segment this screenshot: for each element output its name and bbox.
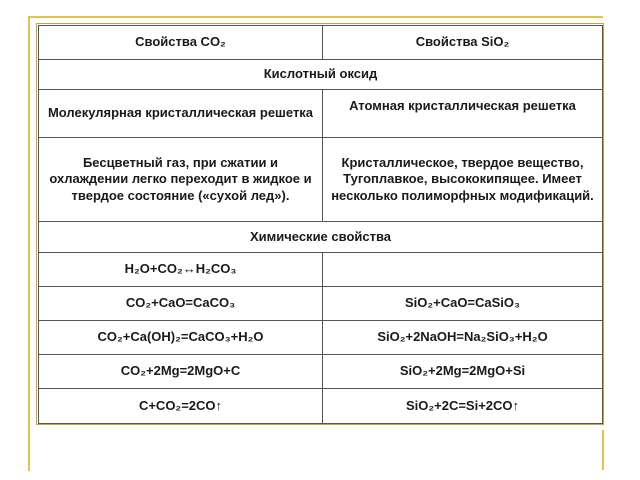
lattice-sio2: Атомная кристаллическая решетка [323, 90, 603, 138]
reaction-row [39, 321, 603, 355]
reaction-row [39, 287, 603, 321]
section-acid-oxide: Кислотный оксид [39, 60, 603, 90]
section-chemical: Химические свойства [39, 222, 603, 253]
decor-line-left [28, 16, 30, 471]
physical-row [39, 138, 603, 222]
reaction-sio2: SiO₂+2Mg=2MgO+Si [323, 355, 603, 389]
reaction-co2: CO₂+2Mg=2MgO+C [39, 355, 323, 389]
reaction-sio2 [323, 253, 603, 287]
decor-line-right [602, 430, 604, 470]
reaction-sio2: SiO₂+2NaOH=Na₂SiO₃+H₂O [323, 321, 603, 355]
lattice-row [39, 90, 603, 138]
reaction-sio2: SiO₂+2C=Si+2CO↑ [323, 389, 603, 424]
section-row-acid-oxide [39, 60, 603, 90]
reaction-row [39, 355, 603, 389]
reaction-row [39, 389, 603, 424]
reaction-co2: CO₂+Ca(OH)₂=CaCO₃+H₂O [39, 321, 323, 355]
header-co2: Свойства CO₂ [39, 26, 323, 60]
physical-co2: Бесцветный газ, при сжатии и охлаждении легко переходит в жидкое и твердое состояние («сухой лед»). [39, 138, 323, 222]
decor-line-top [28, 16, 603, 18]
reaction-co2: CO₂+CaO=CaCO₃ [39, 287, 323, 321]
reaction-row [39, 253, 603, 287]
lattice-co2: Молекулярная кристаллическая решетка [39, 90, 323, 138]
properties-table [38, 25, 603, 424]
reaction-co2: C+CO₂=2CO↑ [39, 389, 323, 424]
physical-sio2: Кристаллическое, твердое вещество, Тугоплавкое, высококипящее. Имеет несколько полиморфных модификаций. [323, 138, 603, 222]
header-sio2: Свойства SiO₂ [323, 26, 603, 60]
section-row-chemical [39, 222, 603, 253]
reaction-co2: H₂O+CO₂↔H₂CO₃ [39, 253, 323, 287]
header-row [39, 26, 603, 60]
reaction-sio2: SiO₂+CaO=CaSiO₃ [323, 287, 603, 321]
